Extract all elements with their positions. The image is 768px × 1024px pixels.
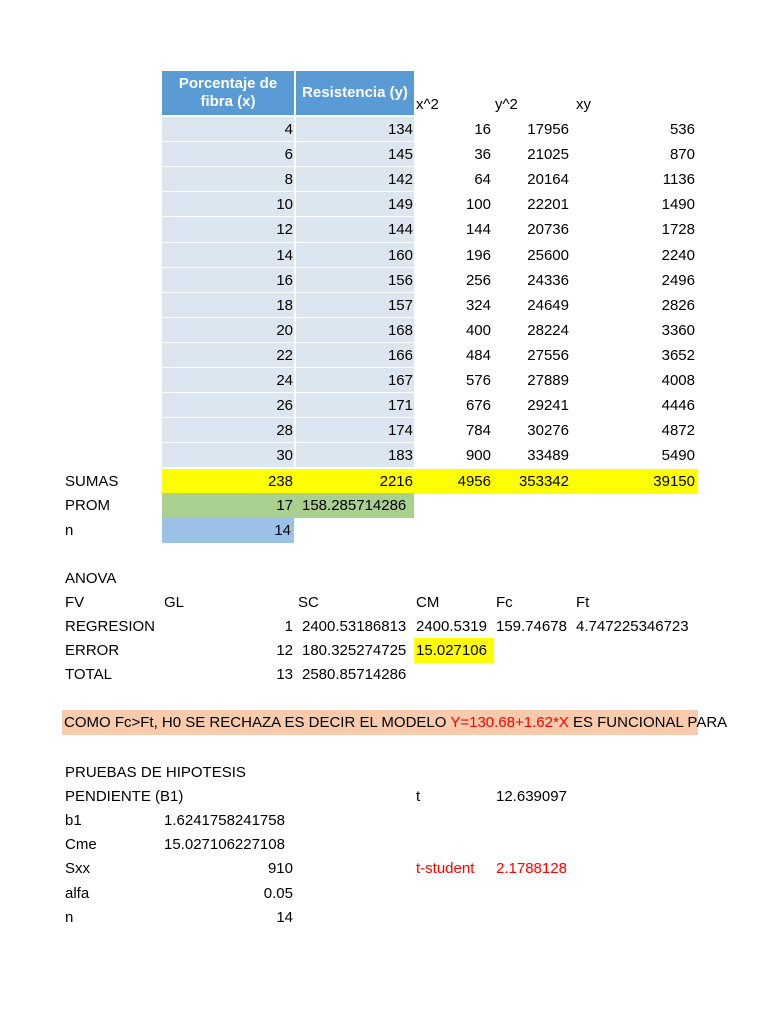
pruebas-cme-label: Cme bbox=[65, 836, 97, 853]
cell-x2: 64 bbox=[474, 171, 491, 188]
cell-y2: 25600 bbox=[527, 247, 569, 264]
anova-regresion-fc: 159.74678 bbox=[496, 618, 567, 635]
cell-x2: 196 bbox=[465, 247, 491, 264]
pruebas-tstudent-value: 2.1788128 bbox=[496, 860, 567, 877]
cell-y2: 24336 bbox=[527, 272, 569, 289]
cell-x2: 16 bbox=[474, 121, 491, 138]
pruebas-tstudent-label: t-student bbox=[416, 860, 475, 877]
cell-xy: 1490 bbox=[661, 196, 695, 213]
cell-y2: 29241 bbox=[527, 397, 569, 414]
anova-title: ANOVA bbox=[65, 570, 117, 587]
cell-x: 14 bbox=[276, 247, 293, 264]
cell-x: 30 bbox=[276, 447, 293, 464]
cell-xy: 870 bbox=[669, 146, 695, 163]
cell-x: 18 bbox=[276, 297, 293, 314]
cell-y2: 24649 bbox=[527, 297, 569, 314]
anova-regresion-gl: 1 bbox=[284, 618, 293, 635]
cell-xy: 1136 bbox=[662, 171, 695, 188]
cell-y2: 28224 bbox=[527, 322, 569, 339]
anova-total-sc: 2580.85714286 bbox=[302, 666, 407, 683]
cell-xy: 3652 bbox=[661, 347, 695, 364]
cell-x: 16 bbox=[276, 272, 293, 289]
cell-x2: 324 bbox=[465, 297, 491, 314]
cell-x: 24 bbox=[276, 372, 293, 389]
cell-y: 183 bbox=[387, 447, 413, 464]
cell-y2: 33489 bbox=[527, 447, 569, 464]
cell-x: 26 bbox=[276, 397, 293, 414]
pruebas-sxx-value: 910 bbox=[267, 860, 293, 877]
cell-y: 142 bbox=[387, 171, 413, 188]
sumas-label: SUMAS bbox=[65, 473, 119, 490]
anova-regresion-cm: 2400.5319 bbox=[416, 618, 487, 635]
cell-xy: 2826 bbox=[661, 297, 695, 314]
pruebas-cme-value: 15.027106227108 bbox=[164, 836, 285, 853]
cell-x2: 784 bbox=[465, 422, 491, 439]
cell-xy: 4872 bbox=[661, 422, 695, 439]
cell-x: 4 bbox=[284, 121, 293, 138]
sumas-x2: 4956 bbox=[457, 473, 491, 490]
cell-xy: 3360 bbox=[661, 322, 695, 339]
cell-xy: 536 bbox=[669, 121, 695, 138]
cell-y: 166 bbox=[387, 347, 413, 364]
cell-y: 145 bbox=[387, 146, 413, 163]
cell-y2: 20164 bbox=[527, 171, 569, 188]
header-x bbox=[162, 71, 294, 115]
sumas-xy: 39150 bbox=[653, 473, 695, 490]
cell-xy: 2240 bbox=[661, 247, 695, 264]
header-y2: y^2 bbox=[495, 96, 518, 113]
pruebas-sxx-label: Sxx bbox=[65, 860, 91, 877]
sumas-x: 238 bbox=[267, 473, 293, 490]
cell-x2: 576 bbox=[465, 372, 491, 389]
anova-header-fc: Fc bbox=[496, 594, 513, 611]
cell-x: 8 bbox=[284, 171, 293, 188]
header-x2: x^2 bbox=[416, 96, 439, 113]
cell-y: 167 bbox=[387, 372, 413, 389]
cell-xy: 1728 bbox=[661, 221, 695, 238]
cell-x2: 900 bbox=[465, 447, 491, 464]
cell-y: 134 bbox=[387, 121, 413, 138]
cell-x: 22 bbox=[276, 347, 293, 364]
cell-y2: 30276 bbox=[527, 422, 569, 439]
anova-error-sc: 180.325274725 bbox=[302, 642, 407, 659]
anova-header-ft: Ft bbox=[576, 594, 590, 611]
anova-error-cm: 15.027106 bbox=[414, 638, 494, 663]
cell-x: 10 bbox=[276, 196, 293, 213]
header-y-label: Resistencia (y) bbox=[302, 84, 408, 101]
conclusion-text-1: COMO Fc>Ft, H0 SE RECHAZA ES DECIR EL MODELO bbox=[64, 714, 451, 731]
cell-x2: 256 bbox=[465, 272, 491, 289]
cell-y2: 27556 bbox=[527, 347, 569, 364]
header-y bbox=[296, 71, 414, 115]
cell-xy: 4008 bbox=[661, 372, 695, 389]
pruebas-n-label: n bbox=[65, 909, 74, 926]
pruebas-alfa-label: alfa bbox=[65, 885, 90, 902]
cell-x2: 676 bbox=[465, 397, 491, 414]
cell-y: 160 bbox=[387, 247, 413, 264]
cell-x2: 144 bbox=[465, 221, 491, 238]
cell-y: 174 bbox=[387, 422, 413, 439]
anova-regresion-label: REGRESION bbox=[65, 618, 156, 635]
cell-x2: 36 bbox=[474, 146, 491, 163]
n-x: 14 bbox=[162, 518, 294, 543]
pruebas-t-value: 12.639097 bbox=[496, 788, 567, 805]
cell-x: 12 bbox=[276, 221, 293, 238]
anova-error-label: ERROR bbox=[65, 642, 120, 659]
anova-header-sc: SC bbox=[298, 594, 319, 611]
pruebas-title: PRUEBAS DE HIPOTESIS bbox=[65, 764, 246, 781]
cell-xy: 2496 bbox=[661, 272, 695, 289]
cell-y2: 22201 bbox=[527, 196, 569, 213]
cell-y2: 27889 bbox=[527, 372, 569, 389]
anova-total-label: TOTAL bbox=[65, 666, 112, 683]
anova-total-gl: 13 bbox=[276, 666, 293, 683]
cell-x: 6 bbox=[284, 146, 293, 163]
sumas-y: 2216 bbox=[379, 473, 413, 490]
header-x-line2: fibra (x) bbox=[200, 93, 256, 110]
cell-y: 156 bbox=[387, 272, 413, 289]
anova-header-gl: GL bbox=[164, 594, 185, 611]
cell-x2: 100 bbox=[465, 196, 491, 213]
cell-xy: 5490 bbox=[661, 447, 695, 464]
anova-regresion-sc: 2400.53186813 bbox=[302, 618, 407, 635]
cell-y: 168 bbox=[387, 322, 413, 339]
anova-error-gl: 12 bbox=[276, 642, 293, 659]
cell-x: 28 bbox=[276, 422, 293, 439]
cell-y2: 17956 bbox=[527, 121, 569, 138]
pruebas-b1-label: b1 bbox=[65, 812, 82, 829]
pruebas-subtitle: PENDIENTE (B1) bbox=[65, 788, 184, 805]
conclusion-text-2: ES FUNCIONAL PARA bbox=[568, 714, 728, 731]
cell-x2: 484 bbox=[465, 347, 491, 364]
cell-y: 171 bbox=[387, 397, 413, 414]
n-label: n bbox=[65, 522, 74, 539]
cell-y: 144 bbox=[387, 221, 413, 238]
prom-y: 158.285714286 bbox=[302, 497, 407, 514]
conclusion-banner bbox=[62, 710, 728, 735]
pruebas-t-label: t bbox=[416, 788, 421, 805]
cell-y2: 21025 bbox=[527, 146, 569, 163]
cell-x: 20 bbox=[276, 322, 293, 339]
prom-x: 17 bbox=[276, 497, 293, 514]
header-xy: xy bbox=[576, 96, 591, 113]
cell-y: 157 bbox=[387, 297, 413, 314]
cell-y2: 20736 bbox=[527, 221, 569, 238]
conclusion-model: Y=130.68+1.62*X bbox=[450, 714, 569, 731]
cell-xy: 4446 bbox=[661, 397, 695, 414]
prom-label: PROM bbox=[65, 497, 110, 514]
anova-regresion-ft: 4.747225346723 bbox=[576, 618, 689, 635]
anova-header-fv: FV bbox=[65, 594, 85, 611]
pruebas-n-value: 14 bbox=[276, 909, 293, 926]
anova-header-cm: CM bbox=[416, 594, 440, 611]
header-x-line1: Porcentaje de bbox=[178, 75, 278, 92]
sumas-y2: 353342 bbox=[518, 473, 569, 490]
pruebas-b1-value: 1.6241758241758 bbox=[164, 812, 285, 829]
cell-x2: 400 bbox=[465, 322, 491, 339]
cell-y: 149 bbox=[387, 196, 413, 213]
pruebas-alfa-value: 0.05 bbox=[263, 885, 293, 902]
